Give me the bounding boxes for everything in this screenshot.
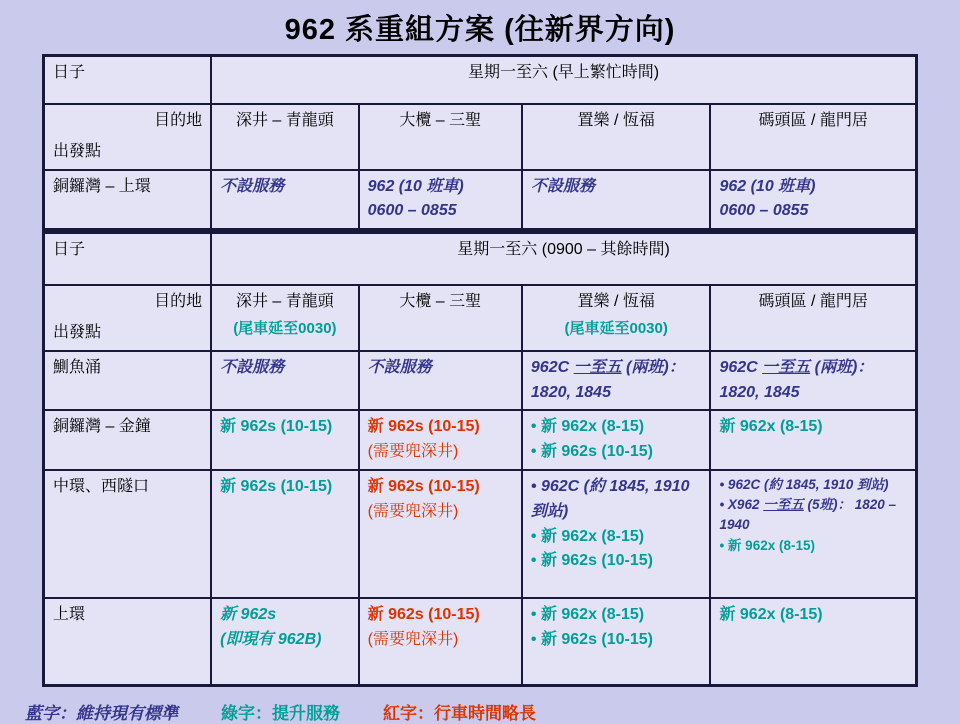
- row-label: 銅鑼灣 – 上環: [44, 170, 212, 230]
- column-header-text: 置樂 / 恆福: [577, 293, 655, 311]
- service-line: 新 962s: [220, 605, 277, 623]
- service-line: 962C 一至五 (兩班)：: [719, 358, 874, 376]
- table-row: [44, 233, 917, 286]
- service-line: 新 962s (10-15): [367, 605, 480, 623]
- service-cell: 新 962x (8-15): [710, 410, 916, 470]
- table-row: [44, 598, 917, 686]
- service-line: • 新 962x (8-15): [719, 537, 815, 553]
- legend-green: 綠字：提升服務: [221, 703, 340, 723]
- service-line: • 新 962s (10-15): [530, 443, 654, 461]
- days-value-cell: 星期一至六 (0900 – 其餘時間): [211, 233, 916, 286]
- service-line: • 新 962s (10-15): [530, 630, 654, 648]
- table-row: [44, 410, 917, 470]
- column-header-text: 深井 – 青龍頭: [235, 293, 334, 311]
- service-line: (需要兜深井): [367, 443, 459, 461]
- service-cell: 不設服務: [211, 351, 359, 411]
- service-cell: 不設服務: [211, 170, 359, 230]
- column-header: 大欖 – 三聖: [359, 285, 522, 351]
- service-cell: 新 962x (8-15): [710, 598, 916, 686]
- days-label-cell: 日子: [44, 56, 212, 105]
- service-cell: [710, 351, 916, 411]
- origin-label: 出發點: [53, 142, 102, 160]
- service-line: 0600 – 0855: [367, 202, 457, 220]
- service-cell: [710, 170, 916, 230]
- column-header: [211, 285, 359, 351]
- service-line: (需要兜深井): [367, 502, 459, 520]
- service-line: 1820, 1845: [530, 383, 611, 401]
- row-label: 中環、西隧口: [44, 470, 212, 598]
- service-cell: [359, 598, 522, 686]
- dest-label: 目的地: [154, 112, 203, 129]
- service-cell: [710, 470, 916, 598]
- row-label: 銅鑼灣 – 金鐘: [44, 410, 212, 470]
- days-value-cell: 星期一至六 (早上繁忙時間): [211, 56, 916, 105]
- column-header: 碼頭區 / 龍門居: [710, 104, 916, 170]
- dest-origin-cell: [44, 285, 212, 351]
- column-header: 置樂 / 恆福: [522, 104, 711, 170]
- dest-origin-cell: [44, 104, 212, 170]
- table-row: [44, 104, 917, 170]
- service-cell: 新 962s (10-15): [211, 410, 359, 470]
- service-line: • X962 一至五 (5班)： 1820 – 1940: [719, 497, 897, 533]
- service-line: (需要兜深井): [367, 630, 459, 648]
- table-row: [44, 351, 917, 411]
- service-line: (即現有 962B): [220, 630, 322, 648]
- service-line: 0600 – 0855: [719, 202, 809, 220]
- column-header: [522, 285, 711, 351]
- service-cell: [359, 410, 522, 470]
- service-line: 962 (10 班車): [367, 177, 464, 195]
- row-label: 上環: [44, 598, 212, 686]
- table-row: [44, 170, 917, 230]
- dest-label: 目的地: [154, 293, 203, 311]
- legend-blue: 藍字：維持現有標準: [25, 703, 178, 723]
- row-label: 鰂魚涌: [44, 351, 212, 411]
- service-line: • 962C (約 1845, 1910 到站): [719, 476, 889, 492]
- schedule-table-morning-peak: [42, 54, 918, 231]
- column-header: 大欖 – 三聖: [359, 104, 522, 170]
- schedule-table-rest-of-day: [42, 231, 918, 687]
- service-line: • 新 962s (10-15): [530, 552, 654, 570]
- service-cell: [522, 351, 711, 411]
- service-cell: [522, 470, 711, 598]
- service-line: • 新 962x (8-15): [530, 527, 645, 545]
- service-cell: 不設服務: [522, 170, 711, 230]
- column-header: 碼頭區 / 龍門居: [710, 285, 916, 351]
- column-header-note: (尾車延至0030): [233, 319, 337, 337]
- table-row: [44, 56, 917, 105]
- service-cell: [522, 410, 711, 470]
- service-line: 新 962s (10-15): [367, 418, 480, 436]
- table-row: [44, 285, 917, 351]
- service-cell: [359, 170, 522, 230]
- service-cell: [359, 470, 522, 598]
- service-cell: [522, 598, 711, 686]
- service-line: • 新 962x (8-15): [530, 605, 645, 623]
- page-title: 962 系重組方案 (往新界方向): [284, 14, 676, 46]
- origin-label: 出發點: [53, 323, 102, 341]
- table-row: [44, 470, 917, 598]
- service-cell: 不設服務: [359, 351, 522, 411]
- legend-red: 紅字：行車時間略長: [383, 703, 536, 723]
- service-line: • 962C (約 1845, 1910 到站): [530, 477, 690, 520]
- service-cell: [211, 598, 359, 686]
- service-line: • 新 962x (8-15): [530, 418, 645, 436]
- service-line: 新 962s (10-15): [367, 477, 480, 495]
- service-line: 1820, 1845: [719, 383, 800, 401]
- column-header-note: (尾車延至0030): [564, 319, 668, 337]
- service-line: 962C 一至五 (兩班)：: [530, 358, 685, 376]
- service-cell: 新 962s (10-15): [211, 470, 359, 598]
- service-line: 962 (10 班車): [719, 177, 816, 195]
- days-label-cell: 日子: [44, 233, 212, 286]
- column-header: 深井 – 青龍頭: [211, 104, 359, 170]
- legend: [25, 699, 960, 724]
